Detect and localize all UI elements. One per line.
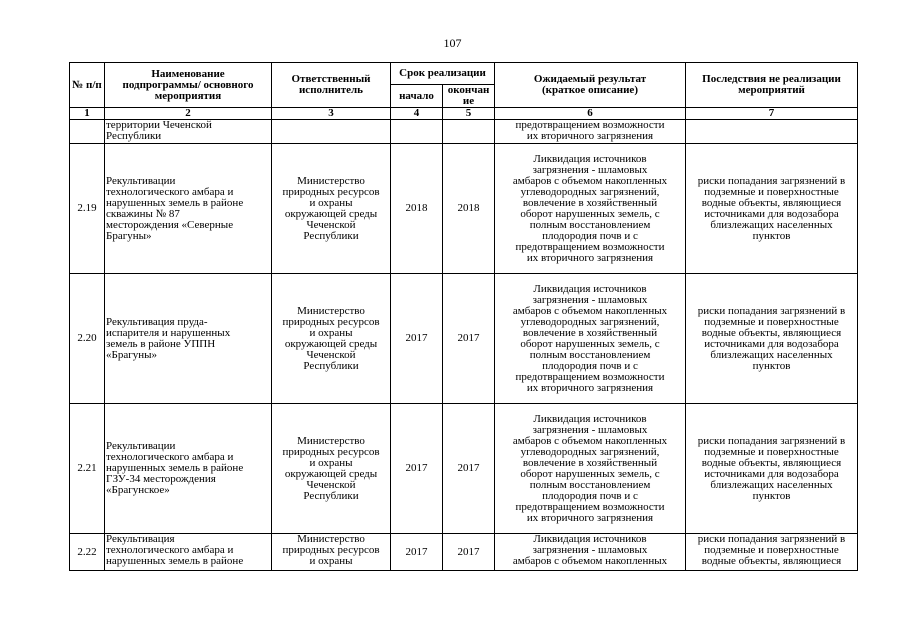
row-result: Ликвидация источников загрязнения - шламовых амбаров с объемом накопленных [495,534,686,571]
row-end: 2018 [443,144,495,274]
row-consequences: риски попадания загрязнений в подземные и поверхностные водные объекты, являющиеся источниками для водозабора близлежащих населенных пунктов [686,144,858,274]
row-num [70,120,105,144]
header-name: Наименование подпрограммы/ основного мероприятия [105,63,272,108]
table-row [70,404,858,534]
row-result: Ликвидация источников загрязнения - шламовых амбаров с объемом накопленных углеводородных загрязнений, вовлечение в хозяйственный оборот нарушенных земель, с полным восстановлением плодородия почв и с предотвращением возможности их вторичного загрязнения [495,274,686,404]
row-executor: Министерство природных ресурсов и охраны [272,534,391,571]
row-num: 2.19 [70,144,105,274]
row-end: 2017 [443,274,495,404]
row-name: Рекультивация пруда- испарителя и нарушенных земель в районе УППН «Брагуны» [105,274,272,404]
header-consequences: Последствия не реализации мероприятий [686,63,858,108]
row-start [391,120,443,144]
row-start: 2017 [391,534,443,571]
header-period: Срок реализации [391,63,495,85]
row-num: 2.21 [70,404,105,534]
activities-table [69,62,858,571]
row-result: Ликвидация источников загрязнения - шламовых амбаров с объемом накопленных углеводородных загрязнений, вовлечение в хозяйственный оборот нарушенных земель, с полным восстановлением плодородия почв и с предотвращением возможности их вторичного загрязнения [495,404,686,534]
header-executor: Ответственный исполнитель [272,63,391,108]
table-row [70,534,858,571]
row-start: 2017 [391,274,443,404]
row-consequences: риски попадания загрязнений в подземные и поверхностные водные объекты, являющиеся [686,534,858,571]
column-number: 6 [495,108,686,120]
column-number: 3 [272,108,391,120]
row-consequences: риски попадания загрязнений в подземные и поверхностные водные объекты, являющиеся источниками для водозабора близлежащих населенных пунктов [686,404,858,534]
table-row [70,144,858,274]
page-number: 107 [443,36,462,50]
row-name: территории Чеченской Республики [105,120,272,144]
row-name: Рекультивация технологического амбара и нарушенных земель в районе [105,534,272,571]
column-number: 7 [686,108,858,120]
header-num: № п/п [70,63,105,108]
row-start: 2017 [391,404,443,534]
table-row [70,120,858,144]
header-result: Ожидаемый результат (краткое описание) [495,63,686,108]
row-num: 2.22 [70,534,105,571]
row-consequences: риски попадания загрязнений в подземные и поверхностные водные объекты, являющиеся источниками для водозабора близлежащих населенных пунктов [686,274,858,404]
row-executor: Министерство природных ресурсов и охраны окружающей среды Чеченской Республики [272,404,391,534]
row-executor: Министерство природных ресурсов и охраны окружающей среды Чеченской Республики [272,274,391,404]
row-consequences [686,120,858,144]
header-start: начало [391,85,443,108]
column-number: 5 [443,108,495,120]
row-name: Рекультивации технологического амбара и нарушенных земель в районе ГЗУ-34 месторождения «Брагунское» [105,404,272,534]
row-result: Ликвидация источников загрязнения - шламовых амбаров с объемом накопленных углеводородных загрязнений, вовлечение в хозяйственный оборот нарушенных земель, с полным восстановлением плодородия почв и с предотвращением возможности их вторичного загрязнения [495,144,686,274]
column-number: 1 [70,108,105,120]
row-end: 2017 [443,534,495,571]
row-executor: Министерство природных ресурсов и охраны окружающей среды Чеченской Республики [272,144,391,274]
row-result: предотвращением возможности их вторичного загрязнения [495,120,686,144]
row-num: 2.20 [70,274,105,404]
column-number: 2 [105,108,272,120]
row-start: 2018 [391,144,443,274]
row-end: 2017 [443,404,495,534]
header-end: окончан ие [443,85,495,108]
column-number: 4 [391,108,443,120]
row-name: Рекультивации технологического амбара и нарушенных земель в районе скважины № 87 месторождения «Северные Брагуны» [105,144,272,274]
table-row [70,274,858,404]
row-end [443,120,495,144]
row-executor [272,120,391,144]
